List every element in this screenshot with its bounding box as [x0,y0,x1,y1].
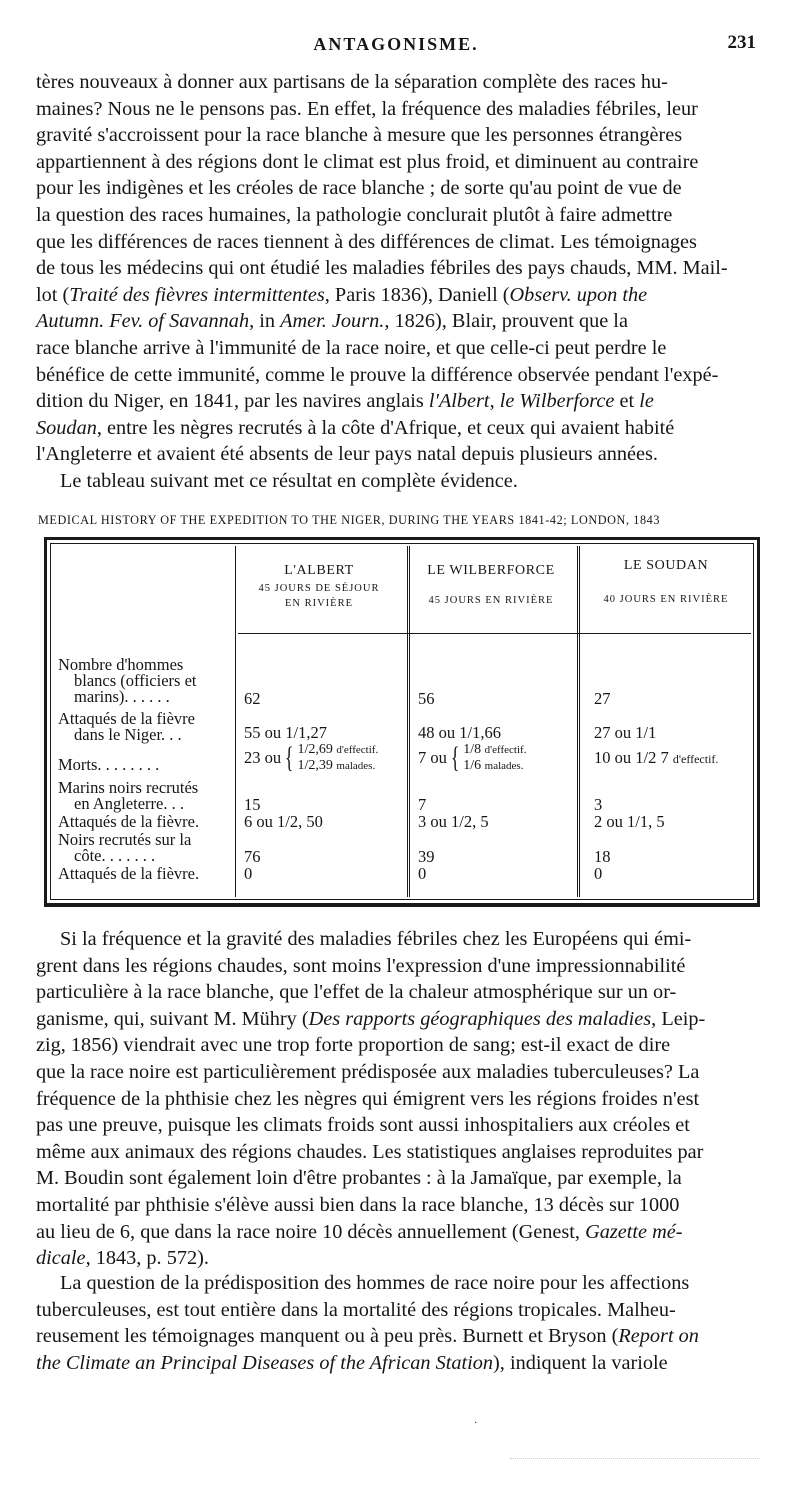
text-line: bénéfice de cette immunité, comme le prouve la différence observée pendant l'expé- [36,363,719,386]
cell-stack [463,742,526,774]
text-line [36,388,766,415]
text-line: l'Angleterre et avaient été absents de leur pays natal depuis plusieurs années. [36,443,659,466]
book-title: Traité des fièvres intermittentes [69,283,325,306]
column-subtitle: EN RIVIÈRE [284,598,354,609]
cell-wilberforce: 7 [418,795,427,814]
cell-albert: 15 [244,795,261,814]
row-label-line: Nombre d'hommes [58,655,184,674]
column-name: LE WILBERFORCE [427,563,555,578]
ship-name: le [639,390,654,413]
text-line: tères nouveaux à donner aux partisans de la séparation complète des races hu- [36,71,668,93]
text-line: M. Boudin sont également loin d'être probantes : à la Jamaïque, par exemple, la [36,1167,682,1190]
page-header [36,34,756,64]
text-line: appartiennent à des régions dont le climat est plus froid, et diminuent au contraire [36,150,699,173]
page-number: 231 [727,32,756,53]
cell-value: 1/6 [463,758,482,773]
text-line [36,1350,766,1377]
row-label [58,757,230,773]
text-line: zig, 1856) viendrait avec une trop forte proportion de sang; est-il exact de dire [36,1034,671,1057]
column-header-soudan [580,558,752,605]
cell-wilberforce: 39 [418,847,435,866]
journal-title: Gazette mé- [585,1220,683,1243]
text-run: Le tableau suivant met ce résultat en complète évidence. [60,469,518,492]
cell-value: 23 ou [244,748,282,767]
text-line [36,415,766,442]
row-label-line: Attaqués de la fièvre [58,709,195,728]
text-run: lot ( [36,283,70,306]
row-label-line: côte. . . . . . . [74,846,156,865]
running-title: ANTAGONISME. [313,34,479,54]
cell-wilberforce [418,742,526,774]
print-speck: · [474,1418,478,1429]
text-line [36,282,766,309]
text-line: que les différences de races tiennent à des différences de climat. Les témoignages [36,230,697,253]
cell-soudan: 2 ou 1/1, 5 [594,812,665,831]
row-label-line: dans le Niger. . . [74,725,182,744]
text-line: mortalité par phthisie s'élève aussi bien dans la race blanche, 13 décès sur 1000 [36,1193,680,1216]
report-title: the Climate an Principal Diseases of the African Station [36,1351,494,1374]
cell-albert: 62 [244,689,261,708]
journal-title: Amer. Journ. [280,310,385,333]
cell-value: 10 ou 1/2 7 [594,748,669,767]
ship-name: Soudan [36,416,97,439]
ship-name: le Wilberforce [499,390,615,413]
row-label [58,866,230,882]
text-line: particulière à la race blanche, que l'effet de la chaleur atmosphérique sur un or- [36,981,677,1004]
cell-soudan: 27 ou 1/1 [594,723,657,742]
text-line [36,1270,766,1297]
cell-soudan [594,750,718,767]
cell-value: 1/2,39 [297,758,333,773]
paragraph-1 [36,69,766,495]
text-line: gravité s'accroissent pour la race blanche à mesure que les personnes étrangères [36,124,683,147]
column-header-wilberforce [408,563,574,606]
text-line: même aux animaux des régions chaudes. Les statistiques anglaises reproduites par [36,1140,704,1163]
cell-note: malades. [336,760,376,772]
cell-soudan: 0 [594,864,603,883]
text-run: Si la fréquence et la gravité des maladies fébriles chez les Européens qui émi- [60,928,692,950]
cell-soudan: 3 [594,795,603,814]
text-run: La question de la prédisposition des hommes de race noire pour les affections [60,1272,690,1294]
row-label [58,814,230,830]
row-label-line: blancs (officiers et [74,671,197,690]
text-line: que la race noire est particulièrement prédisposée aux maladies tuberculeuses? La [36,1060,700,1083]
column-name: LE SOUDAN [623,558,709,573]
text-line: race blanche arrive à l'immunité de la race noire, et que celle-ci peut perdre le [36,336,667,359]
row-label [58,832,230,864]
book-title: Autumn. Fev. of Savannah [36,310,250,333]
row-label-line: Noirs recrutés sur la [58,830,192,849]
text-run: reusement les témoignages manquent ou à peu près. Burnett et Bryson ( [36,1325,619,1348]
text-line [36,1323,766,1350]
cell-wilberforce: 48 ou 1/1,66 [418,723,501,742]
text-run: , entre les nègres recrutés à la côte d'Afrique, et ceux qui avaient habité [96,416,675,439]
row-label-line: Attaqués de la fièvre. [58,864,200,883]
cell-note: d'effectif. [672,752,719,766]
journal-title: dicale [36,1247,86,1270]
header-rule [238,633,751,634]
text-run: au lieu de 6, que dans la race noire 10 décès annuellement (Genest, [36,1220,586,1243]
brace-glyph: { [450,741,460,774]
column-subtitle: 45 JOURS EN RIVIÈRE [428,595,554,606]
table-caption: MEDICAL HISTORY OF THE EXPEDITION TO THE NIGER, DURING THE YEARS 1841-42; LONDON, 1843 [38,513,661,527]
row-label [58,657,230,705]
text-run: dition du Niger, en 1841, par les navires anglais [36,390,429,413]
text-line: fréquence de la phthisie chez les nègres qui émigrent vers les régions froides n'est [36,1087,700,1110]
cell-note: d'effectif. [484,744,527,756]
cell-albert: 76 [244,847,261,866]
text-run: et [614,390,640,413]
cell-note: malades. [484,760,524,772]
text-line [36,468,766,495]
cell-albert: 0 [244,864,253,883]
text-run: , Leip- [651,1007,706,1030]
cell-value: 1/2,69 [297,742,333,757]
column-subtitle: 40 JOURS EN RIVIÈRE [603,594,729,605]
cell-note: d'effectif. [336,744,379,756]
text-line [36,308,766,335]
scan-artifact [510,1458,760,1459]
text-line: pour les indigènes et les créoles de race blanche ; de sorte qu'au point de vue de [36,177,682,200]
cell-wilberforce: 56 [418,689,435,708]
text-line [36,926,766,953]
text-run: ganisme, qui, suivant M. Mühry ( [36,1007,309,1030]
cell-value: 1/8 [463,742,482,757]
cell-value: 7 ou [418,748,447,767]
text-line: tuberculeuses, est tout entière dans la mortalité des régions tropicales. Malheu- [36,1298,676,1321]
cell-wilberforce: 3 ou 1/2, 5 [418,812,489,831]
text-line [36,1219,766,1246]
column-header-albert [236,563,402,609]
row-label-line: Marins noirs recrutés [58,778,199,797]
column-subtitle: 45 JOURS DE SÉJOUR [258,583,380,594]
text-line: grent dans les régions chaudes, sont moins l'expression d'une impressionnabilité [36,954,686,977]
cell-stack [298,742,379,774]
text-line [36,1006,766,1033]
text-run: , in [249,310,281,333]
cell-soudan: 27 [594,689,611,708]
text-run: , Paris 1836), Daniell ( [324,283,510,306]
row-label-line: Attaqués de la fièvre. [58,812,200,831]
text-line [36,1245,766,1272]
text-line: la question des races humaines, la pathologie conclurait plutôt à faire admettre [36,203,673,226]
text-run: , [489,390,500,413]
book-title: Observ. upon the [509,283,648,306]
cell-albert [244,742,378,774]
ship-name: l'Albert [428,390,490,413]
text-run: , 1843, p. 572). [85,1247,209,1270]
row-label [58,711,230,743]
row-label-line: Morts. . . . . . . . [58,755,160,774]
text-line: maines? Nous ne le pensons pas. En effet, la fréquence des maladies fébriles, leur [36,97,698,120]
paragraph-3 [36,1270,766,1376]
cell-albert: 6 ou 1/2, 50 [244,812,323,831]
row-label-line: en Angleterre. . . [74,794,184,813]
cell-albert: 55 ou 1/1,27 [244,723,327,742]
row-label [58,780,230,812]
text-line: pas une preuve, puisque les climats froids sont aussi inhospitaliers aux créoles et [36,1114,690,1137]
text-run: ), indiquent la variole [493,1351,668,1374]
book-title: Des rapports géographiques des maladies [308,1007,652,1030]
report-title: Report on [618,1325,699,1348]
column-name: L'ALBERT [284,563,354,578]
cell-soudan: 18 [594,847,611,866]
brace-glyph: { [285,741,294,774]
paragraph-2 [36,926,766,1272]
cell-wilberforce: 0 [418,864,427,883]
text-line: de tous les médecins qui ont étudié les maladies fébriles des pays chauds, MM. Mail- [36,257,728,280]
text-run: , 1826), Blair, prouvent que la [384,310,628,333]
row-label-line: marins). . . . . . [74,687,170,706]
